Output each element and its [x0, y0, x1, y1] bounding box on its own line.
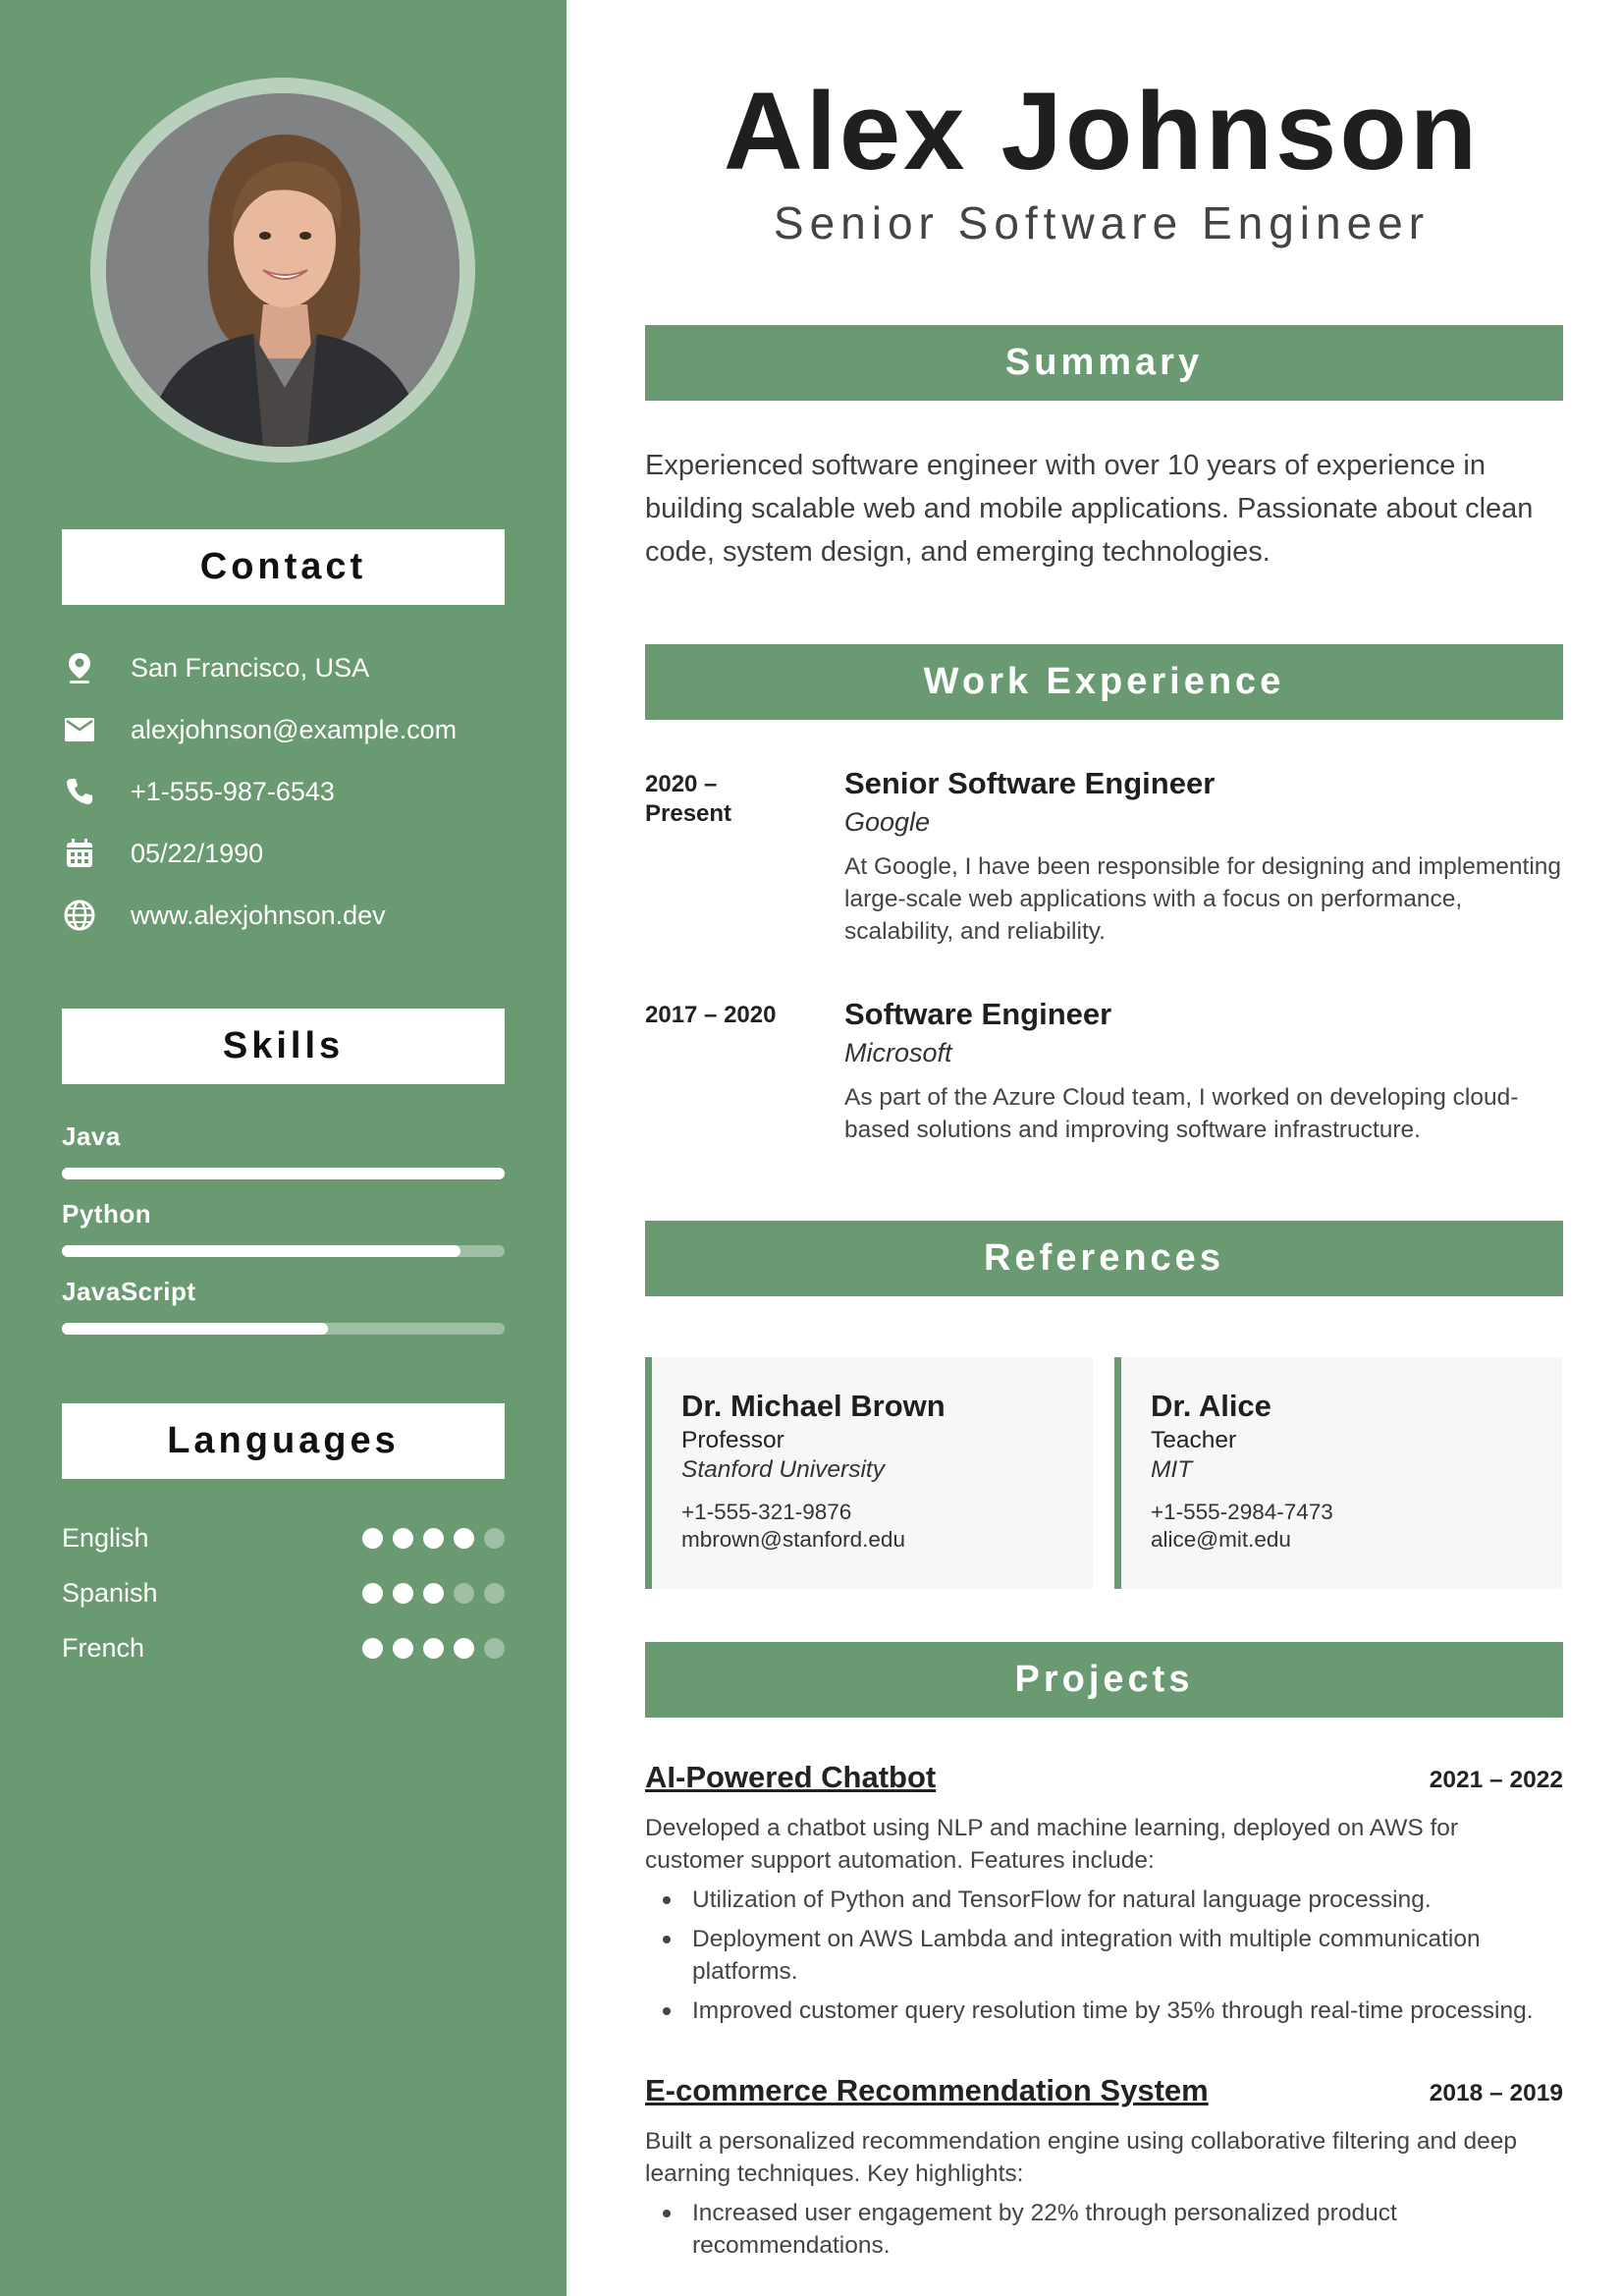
- contact-email-text[interactable]: alexjohnson@example.com: [131, 714, 458, 744]
- skill-bar: [62, 1168, 505, 1179]
- profile-photo-ring: [90, 78, 475, 463]
- experience-heading-box: [645, 644, 1563, 720]
- profile-photo: [106, 93, 460, 447]
- language-rating: [362, 1638, 505, 1659]
- phone-icon: [62, 774, 97, 809]
- contact-birthdate-text: 05/22/1990: [131, 838, 264, 868]
- reference-card: [1114, 1357, 1562, 1589]
- project-highlights: [645, 2197, 1563, 2269]
- reference-phone[interactable]: +1-555-321-9876: [681, 1500, 852, 1524]
- resume-name: Alex Johnson: [723, 70, 1481, 192]
- project-title[interactable]: AI-Powered Chatbot: [645, 1760, 937, 1794]
- rating-dot-filled: [423, 1638, 444, 1659]
- rating-dot-filled: [362, 1638, 383, 1659]
- language-french: [62, 1628, 505, 1667]
- rating-dot-empty: [454, 1583, 474, 1604]
- experience-entry: [844, 764, 1563, 948]
- skill-name: Java: [62, 1121, 121, 1151]
- calendar-icon: [62, 836, 97, 871]
- rating-dot-filled: [423, 1528, 444, 1549]
- location-pin-icon: [62, 650, 97, 685]
- project-bullet: Utilization of Python and TensorFlow for natural language processing.: [645, 1884, 1563, 1916]
- skills-heading: Skills: [222, 1025, 345, 1066]
- experience-company: Google: [844, 807, 931, 837]
- contact-location-text: San Francisco, USA: [131, 652, 370, 683]
- experience-date-end: Present: [645, 800, 732, 827]
- contact-website[interactable]: [62, 896, 386, 935]
- experience-date: [645, 1001, 812, 1030]
- skill-java: [62, 1121, 505, 1179]
- reference-title: Teacher: [1151, 1427, 1237, 1453]
- globe-icon: [62, 898, 97, 933]
- reference-organization: MIT: [1151, 1456, 1193, 1483]
- project-bullet: Improved customer query resolution time by 35% through real-time processing.: [645, 1995, 1563, 2027]
- skill-bar: [62, 1245, 505, 1257]
- rating-dot-filled: [393, 1638, 413, 1659]
- rating-dot-empty: [484, 1528, 505, 1549]
- project-header: [645, 1760, 1563, 1795]
- skill-javascript: [62, 1277, 505, 1335]
- skills-heading-box: [62, 1009, 505, 1084]
- resume-title: Senior Software Engineer: [773, 197, 1431, 248]
- contact-birthdate: [62, 834, 263, 873]
- project-description: Developed a chatbot using NLP and machine learning, deployed on AWS for customer support automation. Features include:: [645, 1815, 1459, 1874]
- reference-email[interactable]: mbrown@stanford.edu: [681, 1527, 905, 1552]
- project-bullet: Deployment on AWS Lambda and integration with multiple communication platforms.: [645, 1923, 1563, 1988]
- contact-website-text[interactable]: www.alexjohnson.dev: [131, 900, 386, 930]
- experience-entry: [844, 995, 1563, 1146]
- skill-name: Python: [62, 1199, 152, 1229]
- reference-email[interactable]: alice@mit.edu: [1151, 1527, 1291, 1552]
- experience-role: Senior Software Engineer: [844, 766, 1216, 800]
- reference-organization: Stanford University: [681, 1456, 885, 1483]
- rating-dot-filled: [362, 1528, 383, 1549]
- contact-location: [62, 648, 369, 687]
- contact-phone-text[interactable]: +1-555-987-6543: [131, 776, 335, 806]
- experience-description: As part of the Azure Cloud team, I worked on developing cloud-based solutions and improving software infrastructure.: [844, 1084, 1519, 1143]
- experience-heading: Work Experience: [923, 661, 1285, 702]
- rating-dot-filled: [393, 1583, 413, 1604]
- rating-dot-filled: [393, 1528, 413, 1549]
- project-years: 2018 – 2019: [1429, 2080, 1563, 2106]
- project-header: [645, 2073, 1563, 2108]
- reference-name: Dr. Alice: [1151, 1389, 1271, 1423]
- rating-dot-filled: [454, 1638, 474, 1659]
- experience-role: Software Engineer: [844, 997, 1112, 1031]
- project-years: 2021 – 2022: [1429, 1767, 1563, 1793]
- skill-bar-fill: [62, 1323, 328, 1335]
- experience-date-start: 2020 –: [645, 771, 718, 797]
- sidebar: [0, 0, 567, 2296]
- language-rating: [362, 1583, 505, 1604]
- projects-heading-box: [645, 1642, 1563, 1718]
- rating-dot-filled: [423, 1583, 444, 1604]
- project-title[interactable]: E-commerce Recommendation System: [645, 2073, 1209, 2107]
- languages-heading: Languages: [167, 1420, 400, 1461]
- skill-bar-fill: [62, 1245, 460, 1257]
- contact-email[interactable]: [62, 710, 457, 749]
- reference-name: Dr. Michael Brown: [681, 1389, 946, 1423]
- rating-dot-empty: [484, 1638, 505, 1659]
- contact-heading-box: [62, 529, 505, 605]
- reference-card: [645, 1357, 1093, 1589]
- references-heading-box: [645, 1221, 1563, 1296]
- reference-phone[interactable]: +1-555-2984-7473: [1151, 1500, 1333, 1524]
- contact-heading: Contact: [199, 546, 367, 587]
- summary-heading-box: [645, 325, 1563, 401]
- projects-heading: Projects: [1014, 1659, 1194, 1700]
- project-bullet: Increased user engagement by 22% through personalized product recommendations.: [645, 2197, 1563, 2262]
- reference-title: Professor: [681, 1427, 784, 1453]
- experience-date: [645, 770, 812, 829]
- summary-heading: Summary: [1004, 342, 1204, 383]
- language-name: English: [62, 1522, 149, 1553]
- skill-python: [62, 1199, 505, 1257]
- references-heading: References: [984, 1237, 1224, 1279]
- contact-phone[interactable]: [62, 772, 335, 811]
- rating-dot-filled: [362, 1583, 383, 1604]
- skill-bar: [62, 1323, 505, 1335]
- experience-company: Microsoft: [844, 1038, 952, 1067]
- summary-text: Experienced software engineer with over 10 years of experience in building scalable web and mobile applications. Passionate about clean code, system design, and emerging technologies.: [645, 450, 1534, 568]
- experience-date-start: 2017 – 2020: [645, 1002, 777, 1028]
- language-spanish: [62, 1573, 505, 1613]
- experience-description: At Google, I have been responsible for designing and implementing large-scale web applications with a focus on performance, scalability, and reliability.: [844, 853, 1562, 945]
- language-rating: [362, 1528, 505, 1549]
- project-description: Built a personalized recommendation engine using collaborative filtering and deep learning techniques. Key highlights:: [645, 2128, 1518, 2187]
- mail-icon: [62, 712, 97, 747]
- skill-name: JavaScript: [62, 1277, 196, 1306]
- language-english: [62, 1518, 505, 1558]
- rating-dot-filled: [454, 1528, 474, 1549]
- skill-bar-fill: [62, 1168, 505, 1179]
- language-name: French: [62, 1632, 145, 1663]
- language-name: Spanish: [62, 1577, 158, 1608]
- languages-heading-box: [62, 1403, 505, 1479]
- person-portrait-icon: [106, 93, 460, 447]
- project-highlights: [645, 1884, 1563, 2034]
- rating-dot-empty: [484, 1583, 505, 1604]
